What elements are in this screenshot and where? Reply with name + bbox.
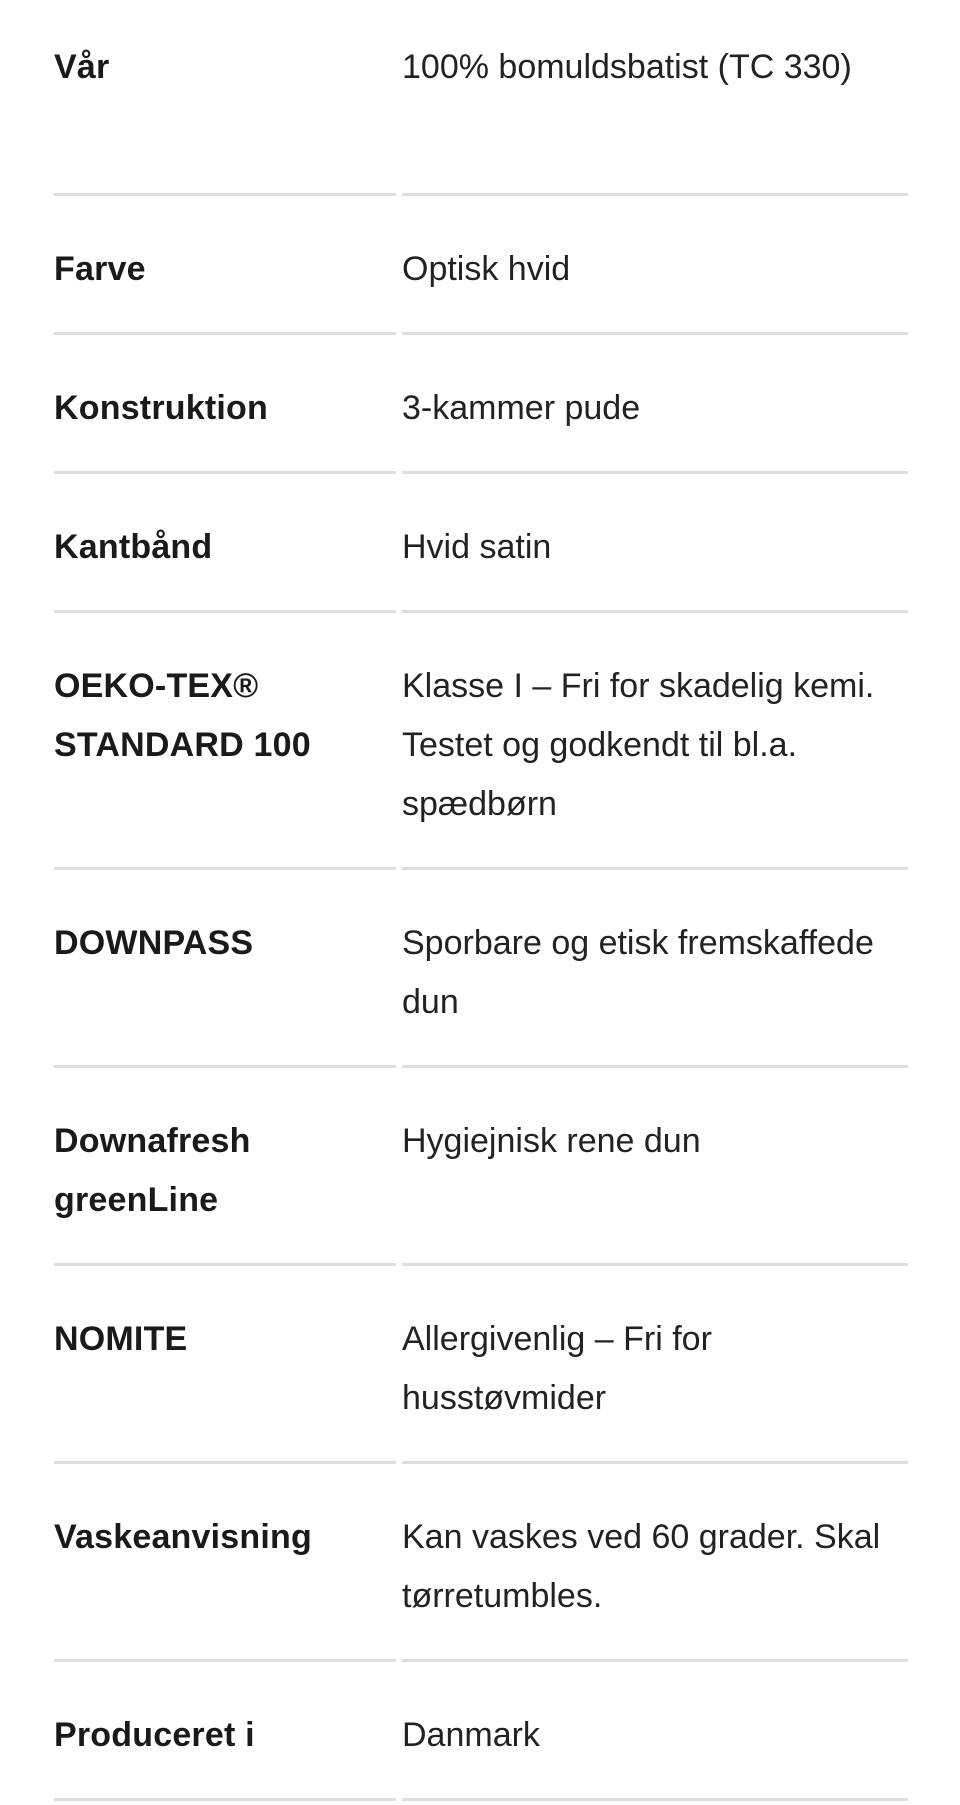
spec-label: Vaskeanvisning bbox=[54, 1464, 396, 1662]
product-spec-table bbox=[54, 0, 908, 1801]
spec-value: Kan vaskes ved 60 grader. Skal tørretumbles. bbox=[402, 1464, 908, 1662]
spec-value: Hygiejnisk rene dun bbox=[402, 1068, 908, 1266]
spec-value: Danmark bbox=[402, 1662, 908, 1801]
spec-row-material bbox=[54, 0, 908, 196]
spec-value: Allergivenlig – Fri for husstøvmider bbox=[402, 1266, 908, 1464]
spec-row-washing bbox=[54, 1464, 908, 1662]
spec-label: OEKO-TEX® STANDARD 100 bbox=[54, 613, 396, 870]
spec-label: Konstruktion bbox=[54, 335, 396, 474]
spec-row-downpass bbox=[54, 870, 908, 1068]
spec-label: Produceret i bbox=[54, 1662, 396, 1801]
spec-value: Hvid satin bbox=[402, 474, 908, 613]
spec-value: Optisk hvid bbox=[402, 196, 908, 335]
spec-row-color bbox=[54, 196, 908, 335]
spec-row-oeko-tex bbox=[54, 613, 908, 870]
spec-label: Farve bbox=[54, 196, 396, 335]
spec-value: Klasse I – Fri for skadelig kemi. Testet og godkendt til bl.a. spædbørn bbox=[402, 613, 908, 870]
spec-label: Kantbånd bbox=[54, 474, 396, 613]
spec-row-origin bbox=[54, 1662, 908, 1801]
spec-label: Vår bbox=[54, 0, 396, 196]
spec-label: DOWNPASS bbox=[54, 870, 396, 1068]
spec-value: 3-kammer pude bbox=[402, 335, 908, 474]
spec-label: NOMITE bbox=[54, 1266, 396, 1464]
spec-label: Downafresh greenLine bbox=[54, 1068, 396, 1266]
spec-value: Sporbare og etisk fremskaffede dun bbox=[402, 870, 908, 1068]
spec-row-construction bbox=[54, 335, 908, 474]
spec-row-edge-band bbox=[54, 474, 908, 613]
spec-row-downafresh bbox=[54, 1068, 908, 1266]
spec-row-nomite bbox=[54, 1266, 908, 1464]
spec-value: 100% bomuldsbatist (TC 330) bbox=[402, 0, 908, 196]
